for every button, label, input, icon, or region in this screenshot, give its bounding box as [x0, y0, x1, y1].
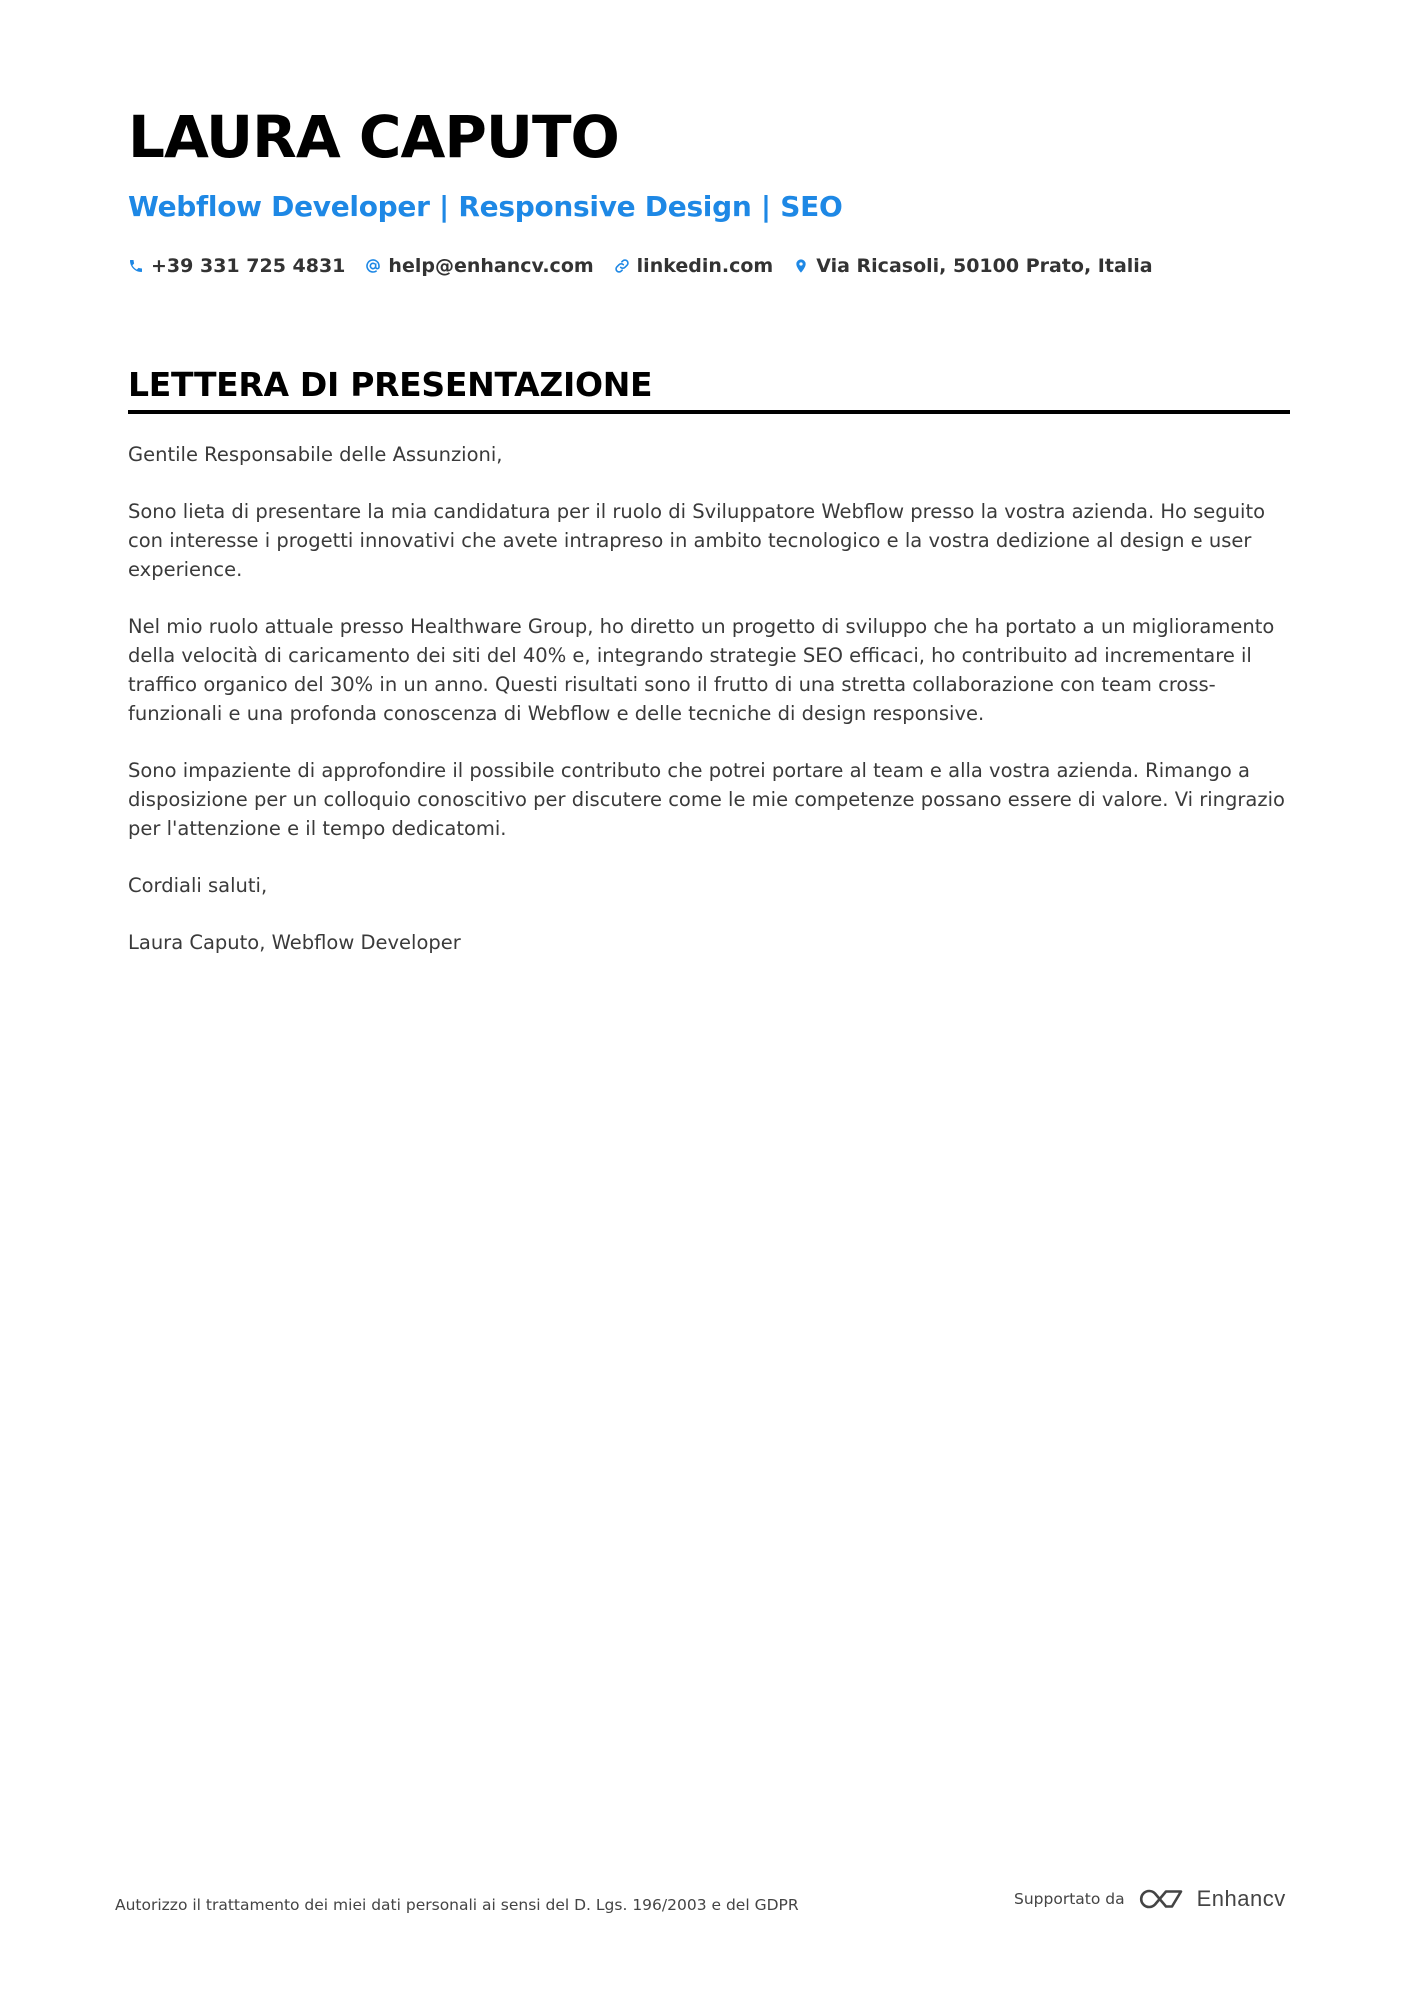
- contact-bar: [128, 255, 1153, 277]
- gdpr-consent: Autorizzo il trattamento dei miei dati personali ai sensi del D. Lgs. 196/2003 e del GDPR: [115, 1896, 799, 1914]
- job-title: Webflow Developer | Responsive Design | SEO: [128, 190, 843, 223]
- location-pin-icon: [793, 258, 809, 274]
- at-icon: [365, 258, 381, 274]
- letter-paragraph: Nel mio ruolo attuale presso Healthware Group, ho diretto un progetto di sviluppo che ha portato a un miglioramento della velocità di caricamento dei siti del 40% e, integrando strategie SEO efficaci, ho contribuito ad incrementare il traffico organico del 30% in un anno. Questi risultati sono il frutto di una stretta collaborazione con team cross-funzionali e una profonda conoscenza di Webflow e delle tecniche di design responsive.: [128, 615, 1275, 725]
- letter-greeting: Gentile Responsabile delle Assunzioni,: [128, 443, 503, 466]
- letter-body: [128, 440, 1293, 985]
- contact-location: [793, 255, 1152, 277]
- phone-text: +39 331 725 4831: [151, 255, 346, 277]
- contact-linkedin[interactable]: [614, 255, 774, 277]
- section-title: LETTERA DI PRESENTAZIONE: [128, 365, 653, 404]
- letter-paragraph: Sono impaziente di approfondire il possibile contributo che potrei portare al team e alla vostra azienda. Rimango a disposizione per un colloquio conoscitivo per discutere come le mie competenze possano essere di valore. Vi ringrazio per l'attenzione e il tempo dedicatomi.: [128, 759, 1285, 840]
- letter-paragraph: Sono lieta di presentare la mia candidatura per il ruolo di Sviluppatore Webflow presso la vostra azienda. Ho seguito con interesse i progetti innovativi che avete intrapreso in ambito tecnologico e la vostra dedizione al design e user experience.: [128, 500, 1266, 581]
- location-text: Via Ricasoli, 50100 Prato, Italia: [816, 255, 1153, 277]
- enhancv-logo-icon: [1137, 1886, 1185, 1912]
- section-divider: [128, 410, 1290, 414]
- letter-closing: Cordiali saluti,: [128, 874, 268, 897]
- brand-name: Enhancv: [1196, 1886, 1286, 1911]
- supported-by-label: Supportato da: [1014, 1890, 1125, 1908]
- contact-email[interactable]: [365, 255, 593, 277]
- letter-signature: Laura Caputo, Webflow Developer: [128, 931, 461, 954]
- link-icon: [614, 258, 630, 274]
- contact-phone: [128, 255, 345, 277]
- linkedin-text: linkedin.com: [636, 255, 774, 277]
- email-text: help@enhancv.com: [388, 255, 594, 277]
- powered-by[interactable]: [1014, 1886, 1286, 1912]
- phone-icon: [128, 258, 144, 274]
- applicant-name: LAURA CAPUTO: [128, 103, 619, 171]
